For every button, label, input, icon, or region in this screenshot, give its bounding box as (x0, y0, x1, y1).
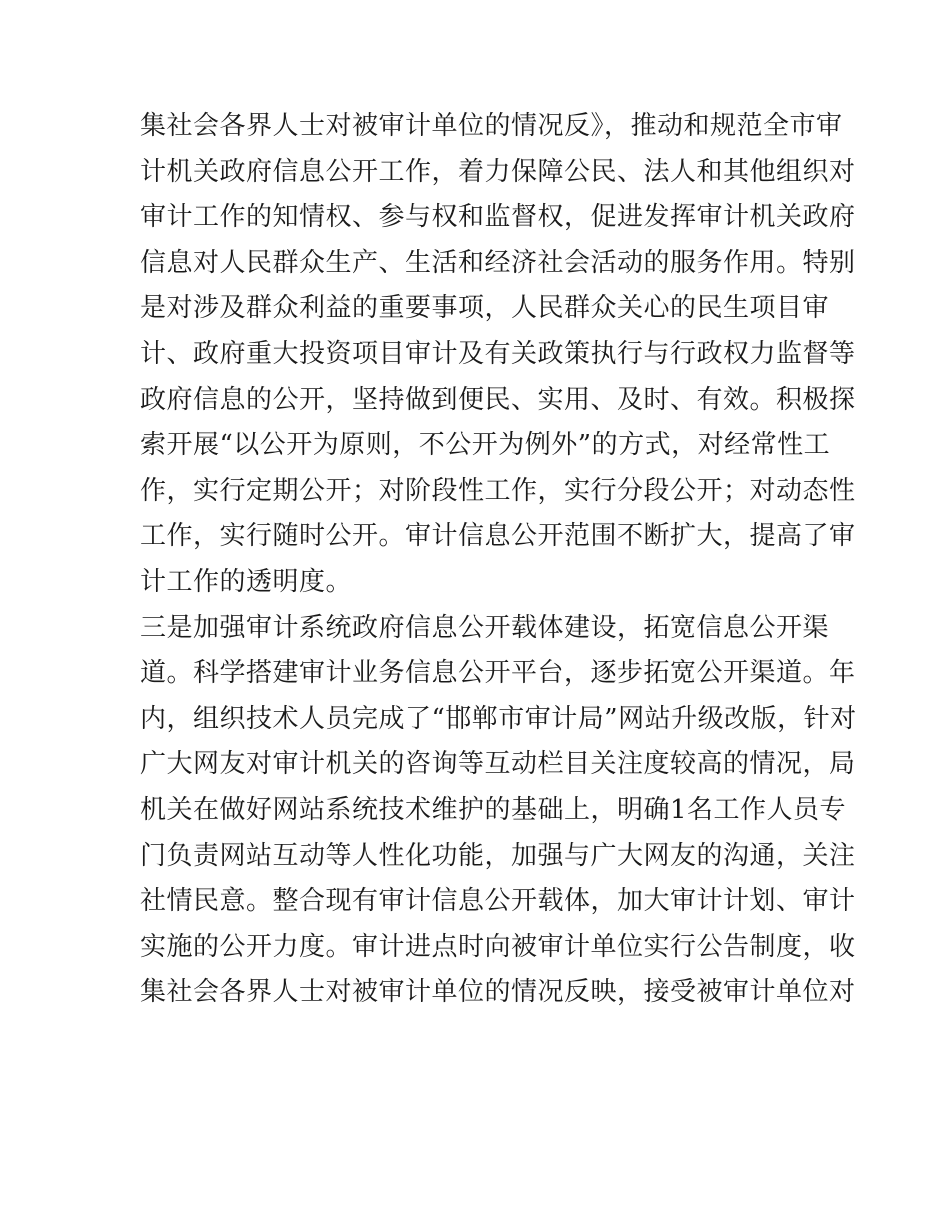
text-line: 作，实行定期公开；对阶段性工作，实行分段公开；对动态性 (140, 475, 856, 506)
text-line: 三是加强审计系统政府信息公开载体建设，拓宽信息公开渠 (140, 612, 830, 643)
body-text (140, 104, 857, 1016)
text-line: 实施的公开力度。审计进点时向被审计单位实行公告制度，收 (140, 931, 856, 962)
text-line: 内，组织技术人员完成了“邯郸市审计局”网站升级改版，针对 (140, 703, 857, 734)
text-line: 计、政府重大投资项目审计及有关政策执行与行政权力监督等 (140, 338, 856, 369)
text-line: 广大网友对审计机关的咨询等互动栏目关注度较高的情况，局 (140, 749, 856, 780)
text-line: 集社会各界人士对被审计单位的情况反映，接受被审计单位对 (140, 977, 856, 1008)
text-line: 社情民意。整合现有审计信息公开载体，加大审计计划、审计 (140, 886, 856, 917)
text-line: 集社会各界人士对被审计单位的情况反》，推动和规范全市审 (140, 111, 843, 141)
text-line: 审计工作的知情权、参与权和监督权，促进发挥审计机关政府 (140, 202, 856, 233)
text-line: 工作，实行随时公开。审计信息公开范围不断扩大，提高了审 (140, 521, 856, 552)
text-line: 政府信息的公开，坚持做到便民、实用、及时、有效。积极探 (140, 384, 856, 415)
text-line: 信息对人民群众生产、生活和经济社会活动的服务作用。特别 (140, 247, 856, 278)
text-line: 门负责网站互动等人性化功能，加强与广大网友的沟通，关注 (140, 840, 856, 871)
text-line: 计工作的透明度。 (140, 566, 353, 597)
text-line: 索开展“以公开为原则，不公开为例外”的方式，对经常性工 (140, 430, 831, 461)
text-line: 计机关政府信息公开工作，着力保障公民、法人和其他组织对 (140, 156, 856, 187)
text-line: 是对涉及群众利益的重要事项，人民群众关心的民生项目审 (140, 293, 830, 324)
text-line: 机关在做好网站系统技术维护的基础上，明确1名工作人员专 (140, 794, 847, 825)
text-line: 道。科学搭建审计业务信息公开平台，逐步拓宽公开渠道。年 (140, 658, 856, 689)
